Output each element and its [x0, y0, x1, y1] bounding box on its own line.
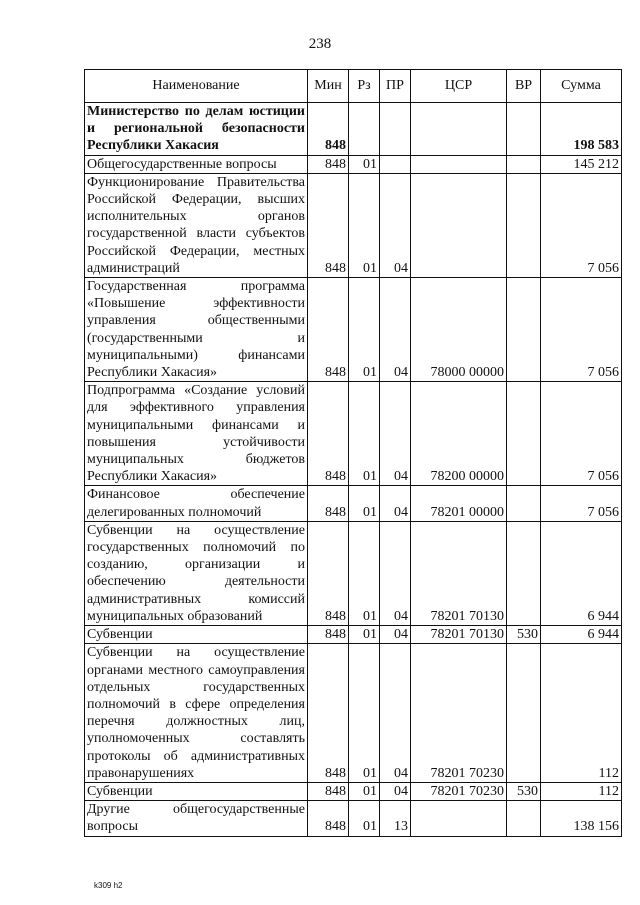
sum-cell: 7 056 [541, 486, 622, 521]
rz-cell: 01 [349, 155, 380, 173]
vr-cell [507, 644, 541, 783]
csr-cell [411, 155, 507, 173]
min-cell: 848 [308, 626, 349, 644]
table-row [85, 782, 622, 800]
sum-cell: 112 [541, 782, 622, 800]
vr-cell [507, 801, 541, 836]
pr-cell [380, 103, 411, 156]
table-row [85, 626, 622, 644]
table-row [85, 173, 622, 277]
rz-cell [349, 103, 380, 156]
vr-cell [507, 382, 541, 486]
rz-cell: 01 [349, 626, 380, 644]
min-cell: 848 [308, 801, 349, 836]
rz-cell: 01 [349, 486, 380, 521]
rz-cell: 01 [349, 278, 380, 382]
csr-cell: 78201 70230 [411, 782, 507, 800]
csr-cell [411, 103, 507, 156]
rz-cell: 01 [349, 521, 380, 625]
sum-cell: 198 583 [541, 103, 622, 156]
vr-cell: 530 [507, 782, 541, 800]
budget-table [84, 69, 622, 837]
pr-cell: 04 [380, 382, 411, 486]
pr-cell: 13 [380, 801, 411, 836]
pr-cell [380, 155, 411, 173]
column-header: Рз [349, 70, 380, 103]
vr-cell [507, 521, 541, 625]
table-row [85, 103, 622, 156]
csr-cell: 78201 70130 [411, 521, 507, 625]
sum-cell: 6 944 [541, 626, 622, 644]
sum-cell: 112 [541, 644, 622, 783]
name-cell: Субвенции на осуществление государственных полномочий по созданию, организации и обеспечению деятельности административных комиссий муниципальных образований [85, 521, 308, 625]
min-cell: 848 [308, 103, 349, 156]
vr-cell [507, 173, 541, 277]
table-header [85, 70, 622, 103]
sum-cell: 7 056 [541, 382, 622, 486]
header-row [85, 70, 622, 103]
vr-cell: 530 [507, 626, 541, 644]
name-cell: Государственная программа «Повышение эффективности управления общественными (государственными и муниципальными) финансами Республики Хакасия» [85, 278, 308, 382]
min-cell: 848 [308, 278, 349, 382]
vr-cell [507, 486, 541, 521]
table-row [85, 486, 622, 521]
table-row [85, 521, 622, 625]
page-number: 238 [308, 36, 332, 52]
name-cell: Субвенции [85, 782, 308, 800]
min-cell: 848 [308, 173, 349, 277]
vr-cell [507, 103, 541, 156]
csr-cell: 78201 70230 [411, 644, 507, 783]
csr-cell: 78200 00000 [411, 382, 507, 486]
min-cell: 848 [308, 782, 349, 800]
name-cell: Субвенции [85, 626, 308, 644]
table-body [85, 103, 622, 837]
vr-cell [507, 278, 541, 382]
name-cell: Функционирование Правительства Российской Федерации, высших исполнительных органов государственной власти субъектов Российской Федерации, местных администраций [85, 173, 308, 277]
rz-cell: 01 [349, 644, 380, 783]
rz-cell: 01 [349, 801, 380, 836]
pr-cell: 04 [380, 782, 411, 800]
rz-cell: 01 [349, 173, 380, 277]
table-row [85, 155, 622, 173]
name-cell: Подпрограмма «Создание условий для эффективного управления муниципальными финансами и повышения устойчивости муниципальных бюджетов Республики Хакасия» [85, 382, 308, 486]
name-cell: Министерство по делам юстиции и региональной безопасности Республики Хакасия [85, 103, 308, 156]
sum-cell: 145 212 [541, 155, 622, 173]
table-row [85, 801, 622, 836]
rz-cell: 01 [349, 382, 380, 486]
csr-cell [411, 801, 507, 836]
rz-cell: 01 [349, 782, 380, 800]
sum-cell: 6 944 [541, 521, 622, 625]
name-cell: Другие общегосударственные вопросы [85, 801, 308, 836]
column-header: ЦСР [411, 70, 507, 103]
pr-cell: 04 [380, 486, 411, 521]
column-header: Сумма [541, 70, 622, 103]
min-cell: 848 [308, 486, 349, 521]
min-cell: 848 [308, 521, 349, 625]
min-cell: 848 [308, 644, 349, 783]
column-header: ПР [380, 70, 411, 103]
name-cell: Субвенции на осуществление органами местного самоуправления отдельных государственных полномочий в сфере определения перечня должностных лиц, уполномоченных составлять протоколы об административных правонарушениях [85, 644, 308, 783]
vr-cell [507, 155, 541, 173]
table-row [85, 382, 622, 486]
min-cell: 848 [308, 155, 349, 173]
pr-cell: 04 [380, 278, 411, 382]
footer-code: k309 h2 [94, 881, 123, 890]
table-row [85, 644, 622, 783]
csr-cell: 78201 70130 [411, 626, 507, 644]
pr-cell: 04 [380, 521, 411, 625]
sum-cell: 7 056 [541, 173, 622, 277]
name-cell: Общегосударственные вопросы [85, 155, 308, 173]
sum-cell: 138 156 [541, 801, 622, 836]
table-row [85, 278, 622, 382]
name-cell: Финансовое обеспечение делегированных полномочий [85, 486, 308, 521]
csr-cell: 78201 00000 [411, 486, 507, 521]
csr-cell: 78000 00000 [411, 278, 507, 382]
pr-cell: 04 [380, 644, 411, 783]
pr-cell: 04 [380, 626, 411, 644]
sum-cell: 7 056 [541, 278, 622, 382]
column-header: Наименование [85, 70, 308, 103]
csr-cell [411, 173, 507, 277]
min-cell: 848 [308, 382, 349, 486]
column-header: Мин [308, 70, 349, 103]
column-header: ВР [507, 70, 541, 103]
pr-cell: 04 [380, 173, 411, 277]
